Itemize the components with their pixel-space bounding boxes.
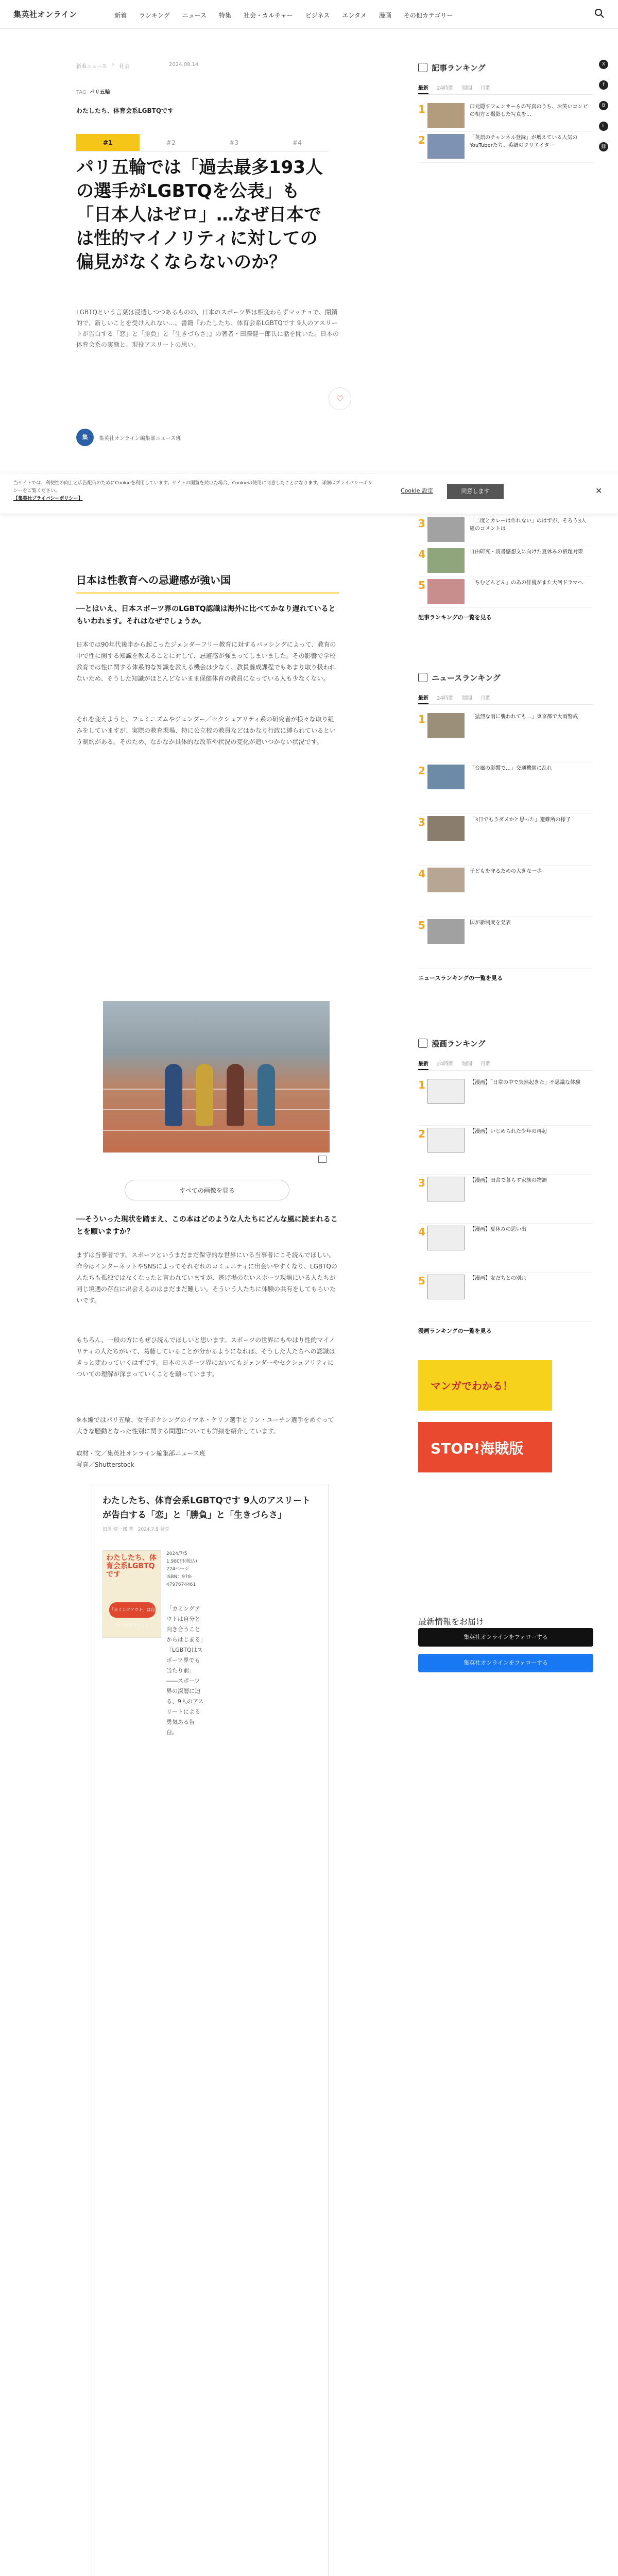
rank-number: 3 (418, 517, 425, 530)
tab-latest[interactable]: 最新 (418, 693, 428, 704)
news-ranking (418, 670, 593, 982)
ranking-thumbnail (427, 134, 465, 159)
rank-number: 4 (418, 1226, 425, 1238)
ranking-thumbnail (427, 816, 465, 841)
nav-ranking[interactable]: ランキング (139, 12, 170, 19)
hatena-share-icon[interactable]: B (599, 101, 608, 110)
page-tab-3[interactable]: #3 (202, 134, 266, 151)
gallery-icon[interactable] (318, 1156, 327, 1163)
tag-label: TAG (76, 90, 87, 95)
nav-feature[interactable]: 特集 (219, 12, 232, 19)
ranking-item[interactable] (418, 1175, 593, 1224)
cover-band: 「カミングアウト」は自分と向き合うこと (109, 1602, 156, 1618)
book-description: 「カミングアウトは自分と向き合うことからはじまる」「LGBTQはスポーツ界でも当たり前」――スポーツ界の深層に迫る、9人のアスリートによる勇気ある告白。 (166, 1605, 204, 1736)
nav-business[interactable]: ビジネス (305, 12, 330, 19)
credit: 取材・文／集英社オンライン編集部ニュース班 (76, 1450, 206, 1457)
news-ranking-more-link[interactable]: ニュースランキングの一覧を見る (418, 975, 503, 981)
rank-number: 1 (418, 103, 425, 115)
page-tab-1[interactable]: #1 (76, 134, 140, 151)
privacy-policy-link[interactable]: 【集英社プライバシーポリシー】 (13, 496, 83, 501)
article-title: パリ五輪では「過去最多193人の選手がLGBTQを公表」も「日本人はゼロ」…なぜ日本では性的マイノリティに対しての偏見がなくならないのか？ (76, 157, 323, 273)
ranking-thumbnail (427, 548, 465, 573)
book-info-line: 1,980円(税込) (166, 1559, 197, 1564)
ranking-thumbnail (427, 579, 465, 604)
breadcrumb-item[interactable]: 新着ニュース (76, 64, 107, 70)
interview-question: ──そういった現状を踏まえ、この本はどのような人たちにどんな風に読まれることを願いますか？ (76, 1215, 338, 1236)
page-tab-2[interactable]: #2 (140, 134, 203, 151)
runner-silhouette (227, 1064, 244, 1126)
ranking-item-title: 「猛烈な雨に襲われても…」東京都で大雨警戒 (470, 714, 578, 720)
ranking-icon (418, 1039, 427, 1048)
ranking-item-title: 【漫画】「日常の中で突然起きた」不思議な体験 (470, 1080, 580, 1086)
book-info (166, 1550, 197, 1589)
ranking-item[interactable] (418, 546, 593, 577)
ranking-thumbnail (427, 1275, 465, 1299)
ranking-item-title: 口元隠すフェンサーらの写真のうち、お笑いコンビの相方と撮影した写真を... (470, 104, 588, 117)
ranking-item[interactable] (418, 1126, 593, 1175)
rank-number: 5 (418, 579, 425, 591)
heading-underline (76, 592, 339, 594)
publish-date: 2024.08.14 (169, 62, 199, 67)
author-avatar: 集 (76, 429, 94, 446)
nav-society[interactable]: 社会・カルチャー (244, 12, 293, 19)
cookie-banner (0, 473, 618, 514)
book-title: わたしたち、体育会系LGBTQです 9人のアスリートが告白する「恋」と「勝負」と「生きづらさ」 (102, 1496, 311, 1520)
like-heart-icon[interactable]: ♡ (329, 387, 351, 410)
ranking-thumbnail (427, 868, 465, 892)
follow-title: 最新情報をお届け (418, 1617, 485, 1626)
rank-number: 2 (418, 134, 425, 146)
nav-news[interactable]: ニュース (182, 12, 207, 19)
ranking-thumbnail (427, 517, 465, 542)
view-all-images-button[interactable]: すべての画像を見る (125, 1180, 289, 1200)
rank-number: 5 (418, 1275, 425, 1287)
ranking-item-title: 「英語のチャンネル登録」が増えている人気のYouTuberたち、英語のクリエイター (470, 135, 578, 148)
paragraph: それを変えようと、フェミニズムやジェンダー／セクシュアリティ系の研究者が様々な取り組みをしていますが、実際の教育現場、特に公立校の教員などはかなり行政に縛られているという制約がある。そのため、なかなか具体的な改革や状況の変化が追いつかない状況です。 (76, 716, 336, 745)
ranking-heading (418, 60, 593, 75)
page-tab-4[interactable]: #4 (266, 134, 329, 151)
article-ranking-cont (418, 515, 593, 621)
paragraph: まずは当事者です。スポーツというまだまだ保守的な世界にいる当事者にこそ読んでほしい。昨今はインターネットやSNSによってそれぞれのコミュニティに出会いやすくなり、LGBTQの人たちも孤独ではなくなったと言われていますが、逃げ場のないスポーツ現場にいる人たちが同じ境遇の存在に出会えるのはまだまだ難しい。そういう人たちに体験の共有をしてもらいたいです。 (76, 1251, 337, 1304)
site-logo[interactable]: 集英社オンライン (13, 10, 77, 19)
rank-number: 4 (418, 868, 425, 880)
ranking-item[interactable] (418, 132, 593, 163)
ranking-item[interactable] (418, 1273, 593, 1321)
tag-link[interactable]: パリ五輪 (89, 90, 110, 95)
book-info-line: 2024/7/5 (166, 1551, 187, 1556)
global-nav (114, 11, 453, 20)
book-cover[interactable] (102, 1550, 161, 1638)
cookie-message: 当サイトでは、利便性の向上と広告配信のためにCookieを利用しています。サイトの閲覧を続けた場合、Cookieの使用に同意したことになります。詳細はプライバシーポリシーをご覧ください。 (13, 481, 372, 494)
track-lane (103, 1109, 330, 1110)
facebook-share-icon[interactable]: f (599, 80, 608, 90)
ranking-item[interactable] (418, 762, 593, 814)
tab-weekly[interactable]: 週間 (461, 696, 472, 701)
search-icon[interactable] (594, 8, 605, 19)
tab-monthly[interactable]: 月間 (480, 86, 491, 91)
ranking-icon (418, 63, 427, 72)
rank-number: 4 (418, 548, 425, 561)
ranking-item-title: 子どもを守るための大きな一歩 (470, 869, 542, 874)
series-title[interactable]: わたしたち、体育会系LGBTQです (76, 107, 174, 114)
rank-number: 3 (418, 816, 425, 828)
book-card[interactable] (92, 1484, 329, 2576)
tab-latest[interactable]: 最新 (418, 83, 428, 94)
ranking-item-title: 【漫画】田舎で暮らす家族の物語 (470, 1178, 547, 1183)
ranking-item-title: 「二度とカレーは作れない」のはずが、そろう3人組のコメントは (470, 518, 587, 532)
tag-row (76, 88, 110, 95)
rank-number: 5 (418, 919, 425, 931)
tab-24h[interactable]: 24時間 (437, 86, 454, 91)
ranking-item[interactable] (418, 577, 593, 608)
author-name: 集英社オンライン編集部ニュース班 (99, 435, 181, 442)
tab-weekly[interactable]: 週間 (461, 1061, 472, 1067)
rank-number: 1 (418, 713, 425, 725)
copy-link-icon[interactable]: ⛓ (599, 142, 608, 151)
tab-24h[interactable]: 24時間 (437, 1061, 454, 1067)
author[interactable] (76, 429, 181, 446)
stop-piracy-banner[interactable] (418, 1422, 552, 1472)
breadcrumb (76, 62, 130, 70)
breadcrumb-item[interactable]: 社会 (119, 64, 130, 70)
runner-silhouette (165, 1064, 182, 1126)
ranking-item-title: 国が新制度を発表 (470, 920, 511, 926)
ranking-tabs (418, 83, 593, 95)
rank-number: 3 (418, 1177, 425, 1189)
interview-question: ──とはいえ、日本スポーツ界のLGBTQ認識は海外に比べてかなり遅れているともいわれます。それはなぜでしょうか。 (76, 605, 336, 625)
ranking-title: ニュースランキング (432, 673, 501, 683)
nav-entertainment[interactable]: エンタメ (342, 12, 367, 19)
runner-silhouette (196, 1064, 213, 1126)
line-share-icon[interactable]: L (599, 122, 608, 131)
article-lead: LGBTQという言葉は浸透しつつあるものの、日本のスポーツ界は相変わらずマッチョで、閉鎖的で、新しいことを受け入れない…。書籍『わたしたち、体育会系LGBTQです 9人のアスリートが告白する「恋」と「勝負」と「生きづらさ」』の著者・田澤健一郎氏に話を聞いた。日本の体育会系の実態と、現役アスリートの思い。 (76, 309, 339, 348)
site-header (0, 0, 618, 29)
book-meta: 田澤 健一郎 著 2024.7.5 発売 (102, 1527, 169, 1532)
ranking-thumbnail (427, 1226, 465, 1250)
credit: 写真／Shutterstock (76, 1461, 134, 1468)
ranking-item-title: 自由研究・読書感想文に向けた夏休みの宿題対策 (470, 549, 583, 555)
paragraph: もちろん、一般の方にもぜひ読んでほしいと思います。スポーツの世界にもやはり性的マイノリティの人たちがいて、葛藤していることが分かるようになれば、そうした人たちへの認識はきっと変わっていくはずです。日本のスポーツ界においてもジェンダーやセクシュアリティについての理解が深まっていくことを願っています。 (76, 1336, 335, 1378)
close-icon[interactable]: ✕ (595, 486, 603, 496)
breadcrumb-separator: › (112, 62, 114, 67)
ranking-item-title: 「3日でもうダメかと思った」避難所の様子 (470, 817, 571, 823)
manga-promo-banner[interactable] (418, 1360, 552, 1411)
cover-title: わたしたち、体育会系LGBTQです (106, 1554, 157, 1579)
ranking-heading (418, 670, 593, 685)
ranking-item[interactable] (418, 515, 593, 546)
ranking-item-title: 「ちむどんどん」のあの俳優がまた大河ドラマへ (470, 580, 583, 586)
ranking-item[interactable] (418, 101, 593, 132)
ranking-thumbnail (427, 713, 465, 738)
runner-silhouette (258, 1064, 275, 1126)
ranking-thumbnail (427, 765, 465, 789)
rank-number: 1 (418, 1079, 425, 1091)
ranking-title: 漫画ランキング (432, 1039, 486, 1048)
manga-ranking (418, 1036, 593, 1335)
ranking-heading (418, 1036, 593, 1051)
ranking-item-title: 【漫画】夏休みの思い出 (470, 1227, 526, 1232)
article-photo[interactable] (103, 1001, 330, 1153)
track-lane (103, 1130, 330, 1131)
ranking-item[interactable] (418, 814, 593, 866)
ranking-thumbnail (427, 103, 465, 128)
cookie-settings-button[interactable]: Cookie 設定 (401, 487, 433, 494)
banner-text: STOP!海賊版 (431, 1440, 524, 1457)
ranking-item-title: 【漫画】友だちとの別れ (470, 1276, 526, 1281)
banner-text: マンガでわかる！ (431, 1380, 513, 1392)
rank-number: 2 (418, 765, 425, 777)
ranking-title: 記事ランキング (432, 63, 486, 73)
ranking-tabs (418, 1059, 593, 1071)
tab-24h[interactable]: 24時間 (437, 696, 454, 701)
manga-ranking-more-link[interactable]: 漫画ランキングの一覧を見る (418, 1328, 492, 1334)
paragraph: ※本編ではパリ五輪、女子ボクシングのイマネ・ケリフ選手とリン・ユーチン選手をめぐって大きな騒動となった性別に関する問題についても詳細を紹介しています。 (76, 1416, 334, 1435)
nav-new[interactable]: 新着 (114, 12, 127, 19)
ranking-icon (418, 673, 427, 682)
tab-latest[interactable]: 最新 (418, 1059, 428, 1070)
ranking-thumbnail (427, 1177, 465, 1201)
ranking-item-title: 「台風の影響で…」交通機関に乱れ (470, 766, 552, 771)
ranking-item-title: 【漫画】いじめられた少年の再起 (470, 1129, 547, 1134)
cookie-accept-button[interactable]: 同意します (447, 484, 504, 499)
ranking-item[interactable] (418, 866, 593, 917)
ranking-item[interactable] (418, 711, 593, 762)
tab-monthly[interactable]: 月間 (480, 696, 491, 701)
nav-manga[interactable]: 漫画 (379, 12, 391, 19)
ranking-item[interactable] (418, 1224, 593, 1273)
cookie-text (13, 480, 374, 503)
book-info-line: 224ページ (166, 1567, 189, 1572)
article-ranking-more-link[interactable]: 記事ランキングの一覧を見る (418, 614, 492, 621)
book-info-line: ISBN：978- (166, 1574, 193, 1580)
page-tabs (76, 134, 329, 151)
nav-others[interactable]: その他カテゴリー (403, 12, 453, 19)
share-bar (599, 60, 608, 151)
ranking-thumbnail (427, 1128, 465, 1153)
follow-x-button[interactable]: 集英社オンラインをフォローする (418, 1628, 593, 1647)
tab-monthly[interactable]: 月間 (480, 1061, 491, 1067)
tab-weekly[interactable]: 週間 (461, 86, 472, 91)
article-ranking (418, 60, 593, 163)
x-share-icon[interactable]: X (599, 60, 608, 69)
ranking-thumbnail (427, 1079, 465, 1104)
ranking-item[interactable] (418, 917, 593, 969)
track-lane (103, 1089, 330, 1090)
rank-number: 2 (418, 1128, 425, 1140)
section-heading: 日本は性教育への忌避感が強い国 (76, 574, 231, 586)
ranking-thumbnail (427, 919, 465, 944)
paragraph: 日本では90年代後半から起こったジェンダーフリー教育に対するバッシングによって、教育の中で性に関する知識を教えることに対して、忌避感が強まってしまいました。その影響で学校教育では性に関する体系的な知識を教える機会は少なく、教員養成課程でもあまり取り扱われないため、そうした知識がほとんどないまま保健体育の教員になっている人も少なくない。 (76, 641, 336, 682)
book-info-line: 4797674461 (166, 1582, 196, 1587)
ranking-item[interactable] (418, 1077, 593, 1126)
ranking-tabs (418, 693, 593, 705)
follow-facebook-button[interactable]: 集英社オンラインをフォローする (418, 1654, 593, 1672)
